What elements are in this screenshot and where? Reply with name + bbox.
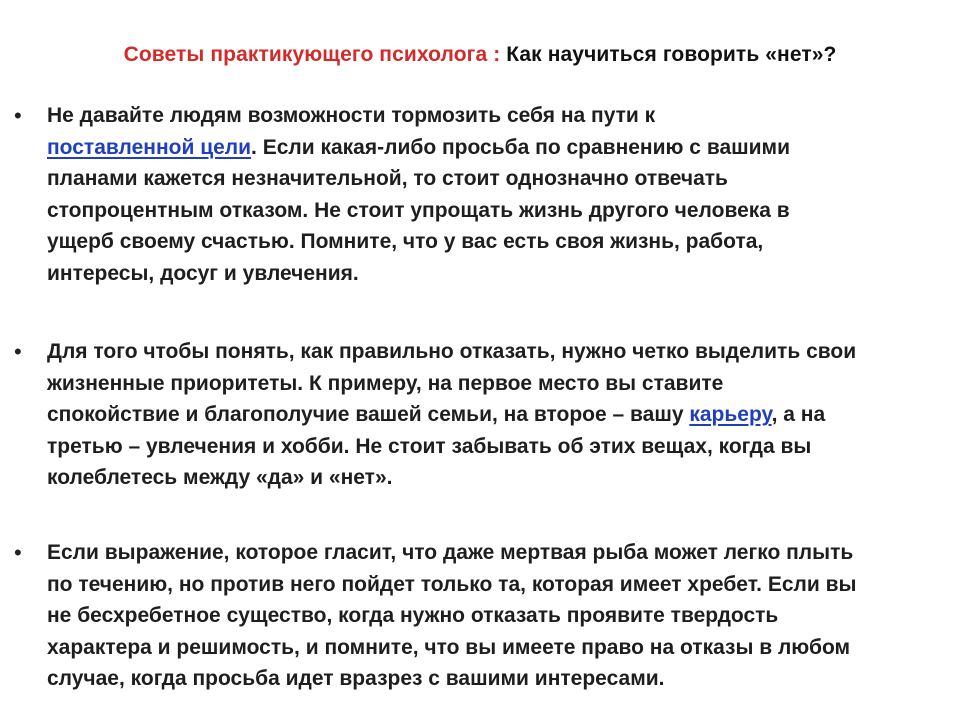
text-line: колеблетесь между «да» и «нет». xyxy=(47,466,393,490)
text-line: планами кажется незначительной, то стоит однозначно отвечать xyxy=(47,167,728,191)
title-accent: Советы практикующего психолога : xyxy=(123,43,501,66)
text-line: по течению, но против него пойдет только та, которая имеет хребет. Если вы xyxy=(47,572,857,596)
line-text: . Если какая-либо просьба по сравнению с вашими xyxy=(251,135,790,159)
bullet-dot: • xyxy=(14,540,22,565)
text-line: Если выражение, которое гласит, что даже мертвая рыба может легко плыть xyxy=(47,541,854,564)
line-text: , а на xyxy=(771,403,826,427)
text-line: характера и решимость, и помните, что вы имеете право на отказы в любом xyxy=(47,635,851,659)
text-line: третью – увлечения и хобби. Не стоит забывать об этих вещах, когда вы xyxy=(47,434,812,458)
title-question: Как научиться говорить «нет»? xyxy=(500,43,837,66)
text-line xyxy=(47,132,947,164)
bullet-text xyxy=(47,100,947,290)
bullet-text xyxy=(47,537,947,695)
text-line: Для того чтобы понять, как правильно отказать, нужно четко выделить свои xyxy=(47,340,857,363)
link-career[interactable]: карьеру xyxy=(689,403,772,427)
bullet-text xyxy=(47,336,947,494)
text-line: интересы, досуг и увлечения. xyxy=(47,261,359,285)
text-line: ущерб своему счастью. Помните, что у вас есть своя жизнь, работа, xyxy=(47,230,764,254)
text-line: не бесхребетное существо, когда нужно отказать проявите твердость xyxy=(47,604,779,628)
bullet-dot: • xyxy=(14,339,22,364)
line-text: спокойствие и благополучие вашей семьи, на второе – вашу xyxy=(47,403,690,427)
text-line: стопроцентным отказом. Не стоит упрощать жизнь другого человека в xyxy=(47,198,790,222)
link-goal[interactable]: поставленной цели xyxy=(47,135,252,159)
bullet-dot: • xyxy=(14,103,22,128)
slide-title xyxy=(0,43,960,67)
text-line: Не давайте людям возможности тормозить себя на пути к xyxy=(47,104,656,127)
text-line: случае, когда просьба идет вразрез с вашими интересами. xyxy=(47,667,665,691)
text-line xyxy=(47,399,947,431)
text-line: жизненные приоритеты. К примеру, на первое место вы ставите xyxy=(47,371,724,395)
